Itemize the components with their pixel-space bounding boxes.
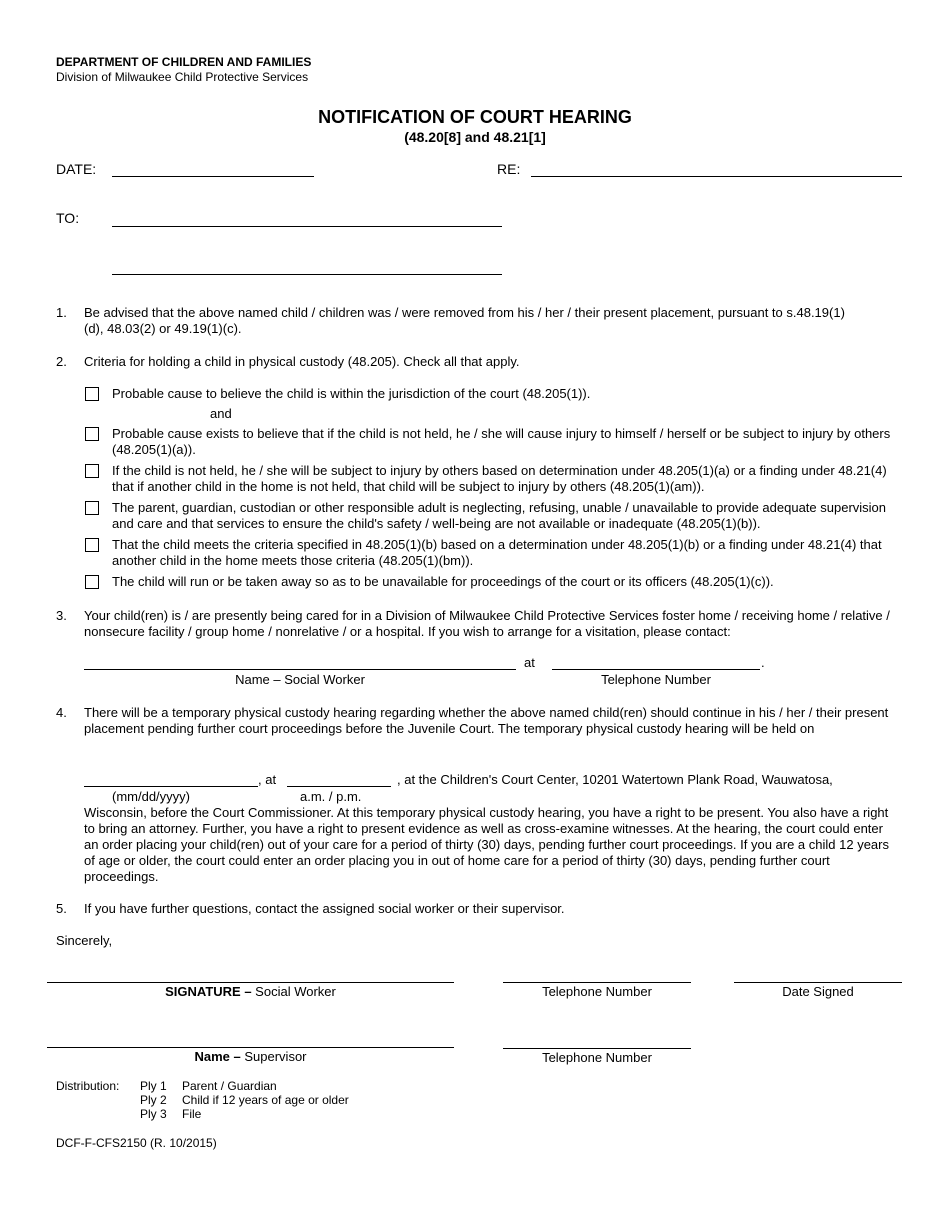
signature-phone-caption: Telephone Number <box>542 984 652 999</box>
item-4-number: 4. <box>56 705 67 720</box>
criteria-text-4: The parent, guardian, custodian or other responsible adult is neglecting, refusing, unable / unavailable to provide adequate supervision and care and that services to ensure the child's safety / well-being are not available or inadequate (48.205(1)(b)). <box>112 500 887 531</box>
hearing-location: , at the Children's Court Center, 10201 Watertown Plank Road, Wauwatosa, <box>397 772 833 787</box>
hearing-time-field[interactable] <box>287 786 391 787</box>
criteria-checkbox-6[interactable] <box>85 575 99 589</box>
supervisor-caption <box>47 1049 454 1064</box>
to-label: TO: <box>56 210 80 226</box>
distribution-recipient-1: Parent / Guardian <box>182 1079 277 1093</box>
form-subtitle: (48.20[8] and 48.21[1] <box>404 129 546 145</box>
department-name: DEPARTMENT OF CHILDREN AND FAMILIES <box>56 55 312 69</box>
supervisor-phone-caption: Telephone Number <box>542 1050 652 1065</box>
criteria-checkbox-2[interactable] <box>85 427 99 441</box>
supervisor-line[interactable] <box>47 1047 454 1048</box>
criteria-checkbox-1[interactable] <box>85 387 99 401</box>
to-field-line-1[interactable] <box>112 226 502 227</box>
criteria-text-3: If the child is not held, he / she will be subject to injury by others based on determination under 48.205(1)(a) or a finding under 48.21(4) that if another child in the home is not held, that child will be subject to injury by others (48.205(1)(am)). <box>112 463 887 494</box>
hearing-time-caption: a.m. / p.m. <box>300 789 362 804</box>
item-3-number: 3. <box>56 608 67 623</box>
distribution-ply-2: Ply 2 <box>140 1093 167 1107</box>
signature-phone-line[interactable] <box>503 982 691 983</box>
division-name: Division of Milwaukee Child Protective Services <box>56 70 309 84</box>
distribution-recipient-3: File <box>182 1107 202 1121</box>
signature-caption <box>47 984 454 999</box>
social-worker-phone-caption: Telephone Number <box>601 672 711 687</box>
social-worker-name-field[interactable] <box>84 669 516 670</box>
date-signed-line[interactable] <box>734 982 902 983</box>
distribution-recipient-2: Child if 12 years of age or older <box>182 1093 349 1107</box>
item-2-number: 2. <box>56 354 67 369</box>
signature-line[interactable] <box>47 982 454 983</box>
distribution-label: Distribution: <box>56 1079 120 1093</box>
item-2-text: Criteria for holding a child in physical custody (48.205). Check all that apply. <box>84 354 520 369</box>
date-signed-caption: Date Signed <box>782 984 854 999</box>
criteria-text-5: That the child meets the criteria specified in 48.205(1)(b) based on a determination under 48.205(1)(b) or a finding under 48.21(4) that another child in the home meets those criteria (48.205(1)(bm)). <box>112 537 882 568</box>
item-5-text: If you have further questions, contact the assigned social worker or their supervisor. <box>84 901 565 916</box>
re-field[interactable] <box>531 176 902 177</box>
item-1-text: Be advised that the above named child / children was / were removed from his / her / their present placement, pursuant to s.48.19(1)(d), 48.03(2) or 49.19(1)(c). <box>84 305 845 336</box>
item-5-number: 5. <box>56 901 67 916</box>
distribution-ply-1: Ply 1 <box>140 1079 167 1093</box>
supervisor-phone-line[interactable] <box>503 1048 691 1049</box>
re-label: RE: <box>497 161 521 177</box>
at-label: at <box>524 655 535 670</box>
closing-sincerely: Sincerely, <box>56 933 113 948</box>
item-1-number: 1. <box>56 305 67 320</box>
criteria-text-2: Probable cause exists to believe that if the child is not held, he / she will cause injury to himself / herself or be subject to injury by others (48.205(1)(a)). <box>112 426 891 457</box>
social-worker-phone-field[interactable] <box>552 669 760 670</box>
signature-caption-rest: Social Worker <box>251 984 336 999</box>
and-label: and <box>210 406 232 421</box>
social-worker-name-caption: Name – Social Worker <box>235 672 365 687</box>
supervisor-caption-bold: Name – <box>194 1049 241 1064</box>
distribution-ply-3: Ply 3 <box>140 1107 167 1121</box>
criteria-checkbox-3[interactable] <box>85 464 99 478</box>
criteria-checkbox-4[interactable] <box>85 501 99 515</box>
criteria-text-1: Probable cause to believe the child is within the jurisdiction of the court (48.205(1)). <box>112 386 591 401</box>
form-id: DCF-F-CFS2150 (R. 10/2015) <box>56 1136 217 1150</box>
comma-at-label: , at <box>258 772 277 787</box>
signature-caption-bold: SIGNATURE – <box>165 984 252 999</box>
to-field-line-2[interactable] <box>112 274 502 275</box>
item-4-continuation: Wisconsin, before the Court Commissioner. At this temporary physical custody hearing, you have a right to be present. You also have a right to bring an attorney. Further, you have a right to present evidence as well as cross-examine witnesses. At the hearing, the court could enter an order placing your child(ren) out of your care for a period of thirty (30) days, pending further court proceedings. If you are a child 12 years of age or older, the court could enter an order placing you in out of home care for a period of thirty (30) days, pending further court proceedings. <box>84 805 889 884</box>
criteria-checkbox-5[interactable] <box>85 538 99 552</box>
phone-period: . <box>761 655 765 670</box>
item-3-text: Your child(ren) is / are presently being cared for in a Division of Milwaukee Child Protective Services foster home / receiving home / relative / nonsecure facility / group home / nonrelative / or a hospital. If you wish to arrange for a visitation, please contact: <box>84 608 890 639</box>
hearing-date-field[interactable] <box>84 786 258 787</box>
date-field[interactable] <box>112 176 314 177</box>
criteria-text-6: The child will run or be taken away so as to be unavailable for proceedings of the court or its officers (48.205(1)(c)). <box>112 574 774 589</box>
hearing-date-caption: (mm/dd/yyyy) <box>112 789 190 804</box>
date-label: DATE: <box>56 161 97 177</box>
item-4-text: There will be a temporary physical custody hearing regarding whether the above named child(ren) should continue in his / her / their present placement pending further court proceedings before the Juvenile Court. The temporary physical custody hearing will be held on <box>84 705 889 736</box>
form-title: NOTIFICATION OF COURT HEARING <box>318 107 632 127</box>
supervisor-caption-rest: Supervisor <box>240 1049 307 1064</box>
